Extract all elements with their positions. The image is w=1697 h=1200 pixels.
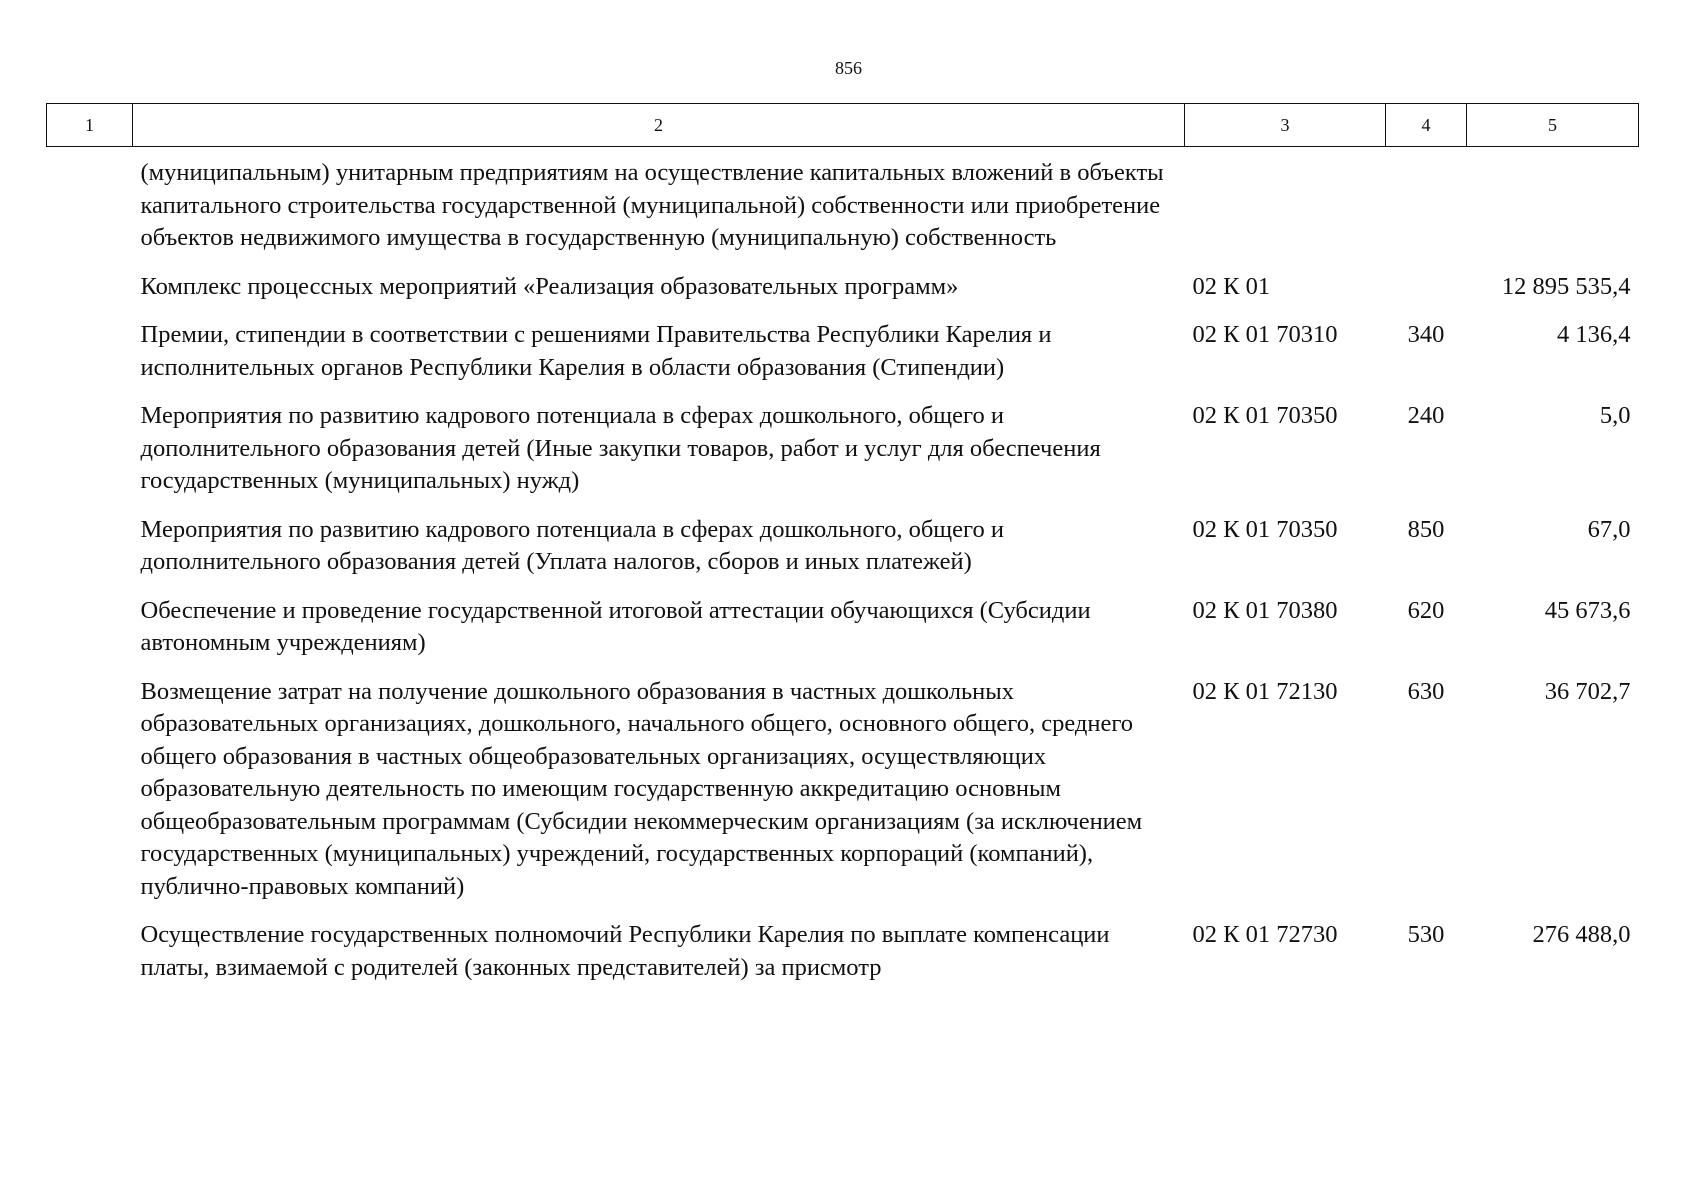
expense-name: Возмещение затрат на получение дошкольного образования в частных дошкольных образовательных организациях, дошкольного, начального общего, основного общего, среднего общего образования в частных общеобразовательных организациях, осуществляющих образовательную деятельность по имеющим государственную аккредитацию основным общеобразовательным программам (Субсидии некоммерческим организациям (за исключением государственных (муниципальных) учреждений, государственных корпораций (компаний), публично-правовых компаний) bbox=[140, 677, 1143, 900]
expense-type: 240 bbox=[1407, 402, 1445, 429]
expense-type: 850 bbox=[1407, 515, 1445, 543]
target-code bbox=[1185, 147, 1386, 271]
expense-name: Мероприятия по развитию кадрового потенциала в сферах дошкольного, общего и дополнительного образования детей (Иные закупки товаров, работ и услуг для обеспечения государственных (муниципальных) нужд) bbox=[140, 402, 1101, 494]
target-code: 02 К 01 70350 bbox=[1192, 515, 1338, 543]
table-row bbox=[47, 514, 1639, 595]
table-row bbox=[47, 400, 1639, 514]
target-code: 02 К 01 bbox=[1192, 272, 1271, 300]
table-row bbox=[47, 595, 1639, 676]
table-row bbox=[47, 676, 1639, 920]
amount bbox=[1467, 147, 1639, 271]
expense-name: Осуществление государственных полномочий Республики Карелия по выплате компенсации платы, взимаемой с родителей (законных представителей) за присмотр bbox=[140, 921, 1110, 981]
table-row bbox=[47, 319, 1639, 400]
expense-type bbox=[1386, 271, 1467, 320]
header-col-3: 3 bbox=[1185, 104, 1386, 147]
header-col-1: 1 bbox=[47, 104, 133, 147]
expense-type: 620 bbox=[1407, 596, 1445, 624]
amount: 5,0 bbox=[1599, 402, 1631, 429]
table-row bbox=[47, 271, 1639, 320]
row-index-cell bbox=[47, 919, 133, 1000]
header-col-2: 2 bbox=[133, 104, 1185, 147]
target-code: 02 К 01 72130 bbox=[1192, 677, 1338, 705]
target-code: 02 К 01 70380 bbox=[1192, 596, 1338, 624]
row-index-cell bbox=[47, 319, 133, 400]
table-row bbox=[47, 147, 1639, 271]
budget-table bbox=[46, 103, 1639, 1000]
row-index-cell bbox=[47, 514, 133, 595]
expense-name: Обеспечение и проведение государственной итоговой аттестации обучающихся (Субсидии автономным учреждениям) bbox=[140, 596, 1091, 656]
row-index-cell bbox=[47, 595, 133, 676]
expense-name: Премии, стипендии в соответствии с решениями Правительства Республики Карелия и исполнительных органов Республики Карелия в области образования (Стипендии) bbox=[140, 321, 1052, 381]
expense-type: 530 bbox=[1407, 921, 1445, 948]
row-index-cell bbox=[47, 147, 133, 271]
expense-name: Мероприятия по развитию кадрового потенциала в сферах дошкольного, общего и дополнительного образования детей (Уплата налогов, сборов и иных платежей) bbox=[140, 515, 1004, 575]
expense-type: 630 bbox=[1407, 677, 1445, 705]
table-row bbox=[47, 919, 1639, 1000]
expense-type: 340 bbox=[1407, 321, 1445, 348]
header-col-5: 5 bbox=[1467, 104, 1639, 147]
row-index-cell bbox=[47, 400, 133, 514]
amount: 276 488,0 bbox=[1532, 921, 1631, 948]
row-index-cell bbox=[47, 676, 133, 920]
header-col-4: 4 bbox=[1386, 104, 1467, 147]
target-code: 02 К 01 72730 bbox=[1192, 921, 1338, 948]
header-row bbox=[47, 104, 1639, 147]
amount: 12 895 535,4 bbox=[1501, 272, 1631, 300]
table-header bbox=[47, 104, 1639, 147]
amount: 67,0 bbox=[1587, 515, 1631, 543]
amount: 4 136,4 bbox=[1557, 321, 1631, 348]
row-index-cell bbox=[47, 271, 133, 320]
expense-name: (муниципальным) унитарным предприятиям на осуществление капитальных вложений в объекты капитального строительства государственной (муниципальной) собственности или приобретение объектов недвижимого имущества в государственную (муниципальную) собственность bbox=[140, 159, 1164, 251]
expense-type bbox=[1386, 147, 1467, 271]
target-code: 02 К 01 70350 bbox=[1192, 402, 1338, 429]
page-number: 856 bbox=[835, 58, 862, 78]
table-body bbox=[47, 147, 1639, 1001]
amount: 36 702,7 bbox=[1544, 677, 1631, 705]
expense-name: Комплекс процессных мероприятий «Реализация образовательных программ» bbox=[140, 272, 959, 300]
target-code: 02 К 01 70310 bbox=[1192, 321, 1338, 348]
amount: 45 673,6 bbox=[1544, 596, 1631, 624]
